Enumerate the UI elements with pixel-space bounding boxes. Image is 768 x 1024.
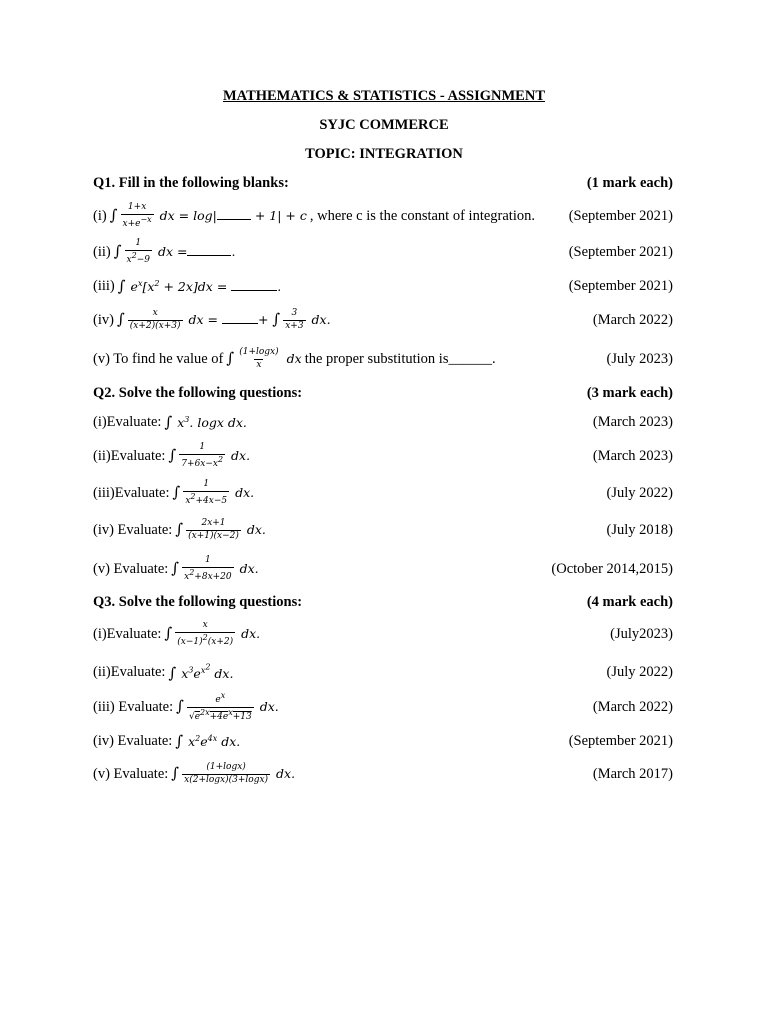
q1-heading-row xyxy=(93,168,673,198)
q1-item-2 xyxy=(93,237,673,267)
q2-item-3-formula: ∫ $\frac{1}{x^2+4x-5}$ dx. xyxy=(172,478,255,506)
q1-item-1-source: (September 2021) xyxy=(568,207,673,224)
q2-item-3 xyxy=(93,478,673,508)
q3-item-2-formula: ∫ $x^3e^{x^2}$ dx. xyxy=(168,662,234,682)
q2-item-5-label: (v) Evaluate: xyxy=(93,560,169,577)
q2-heading-row xyxy=(93,378,673,408)
q3-item-5 xyxy=(93,759,673,789)
q3-item-4 xyxy=(93,726,673,756)
q3-item-2 xyxy=(93,657,673,687)
q1-item-4-label: (iv) xyxy=(93,311,114,328)
q2-item-5-formula: ∫ $\frac{1}{x^2+8x+20}$ dx. xyxy=(171,554,259,582)
q1-item-4 xyxy=(93,305,673,335)
q2-item-4-source: (July 2018) xyxy=(606,521,673,538)
q3-item-2-source: (July 2022) xyxy=(606,663,673,680)
q1-item-5-source: (July 2023) xyxy=(606,350,673,367)
q3-item-4-source: (September 2021) xyxy=(568,732,673,749)
q3-item-3-label: (iii) Evaluate: xyxy=(93,698,174,715)
topic-line: TOPIC: INTEGRATION xyxy=(305,146,463,162)
q3-heading-row xyxy=(93,587,673,617)
q3-item-3-source: (March 2022) xyxy=(592,698,673,715)
q1-item-3-formula: ∫ $e^x[x^2 + 2x]dx$ = . xyxy=(117,277,282,295)
q3-item-3-formula: ∫ $\frac{e^x}{√e^{2x}+4e^x+13}$ dx. xyxy=(176,690,279,722)
class-line: SYJC COMMERCE xyxy=(319,117,449,133)
q2-heading: Q2. Solve the following questions: xyxy=(93,384,303,401)
q2-item-5 xyxy=(93,554,673,584)
q3-marks: (4 mark each) xyxy=(586,593,673,610)
q1-item-1-label: (i) xyxy=(93,207,107,224)
q1-item-5-formula: ∫ $\frac{(1+\log x)}{x}$ dx xyxy=(226,346,302,370)
q3-item-5-formula: ∫ $\frac{(1+\log x)}{x(2+\log x)(3+\log x)}$ dx. xyxy=(171,761,296,785)
q2-item-4 xyxy=(93,515,673,545)
q3-heading: Q3. Solve the following questions: xyxy=(93,593,303,610)
q3-item-1 xyxy=(93,619,673,649)
q2-marks: (3 mark each) xyxy=(586,384,673,401)
q1-item-3-label: (iii) xyxy=(93,277,115,294)
q1-item-1-note: , where c is the constant of integration. xyxy=(309,207,535,224)
q2-item-4-label: (iv) Evaluate: xyxy=(93,521,173,538)
q2-item-1-label: (i)Evaluate: xyxy=(93,413,162,430)
q1-item-3-source: (September 2021) xyxy=(568,277,673,294)
q1-marks: (1 mark each) xyxy=(586,174,673,191)
q3-item-1-label: (i)Evaluate: xyxy=(93,625,162,642)
q3-item-4-label: (iv) Evaluate: xyxy=(93,732,173,749)
q2-item-4-formula: ∫ $\frac{2x+1}{(x+1)(x-2)}$ dx. xyxy=(175,517,266,541)
q2-item-1 xyxy=(93,407,673,437)
q1-item-4-formula: ∫ $\frac{x}{(x+2)(x+3)}$ dx = + ∫ $\frac{3}{x+3}$ dx. xyxy=(116,307,331,331)
q3-item-1-formula: ∫ $\frac{x}{(x-1)^2(x+2)}$ dx. xyxy=(164,619,261,647)
q2-item-2-label: (ii)Evaluate: xyxy=(93,447,166,464)
q1-item-5-label: (v) To find he value of xyxy=(93,350,224,367)
q2-item-1-formula: ∫ $x^3$. logx dx. xyxy=(164,413,247,431)
q3-item-2-label: (ii)Evaluate: xyxy=(93,663,166,680)
q1-item-5-note: the proper substitution is______. xyxy=(304,350,496,367)
q1-item-1 xyxy=(93,201,673,231)
q1-item-4-source: (March 2022) xyxy=(592,311,673,328)
q1-item-1-formula: ∫ $\frac{1+x}{x+e^{-x}}$ dx = log| + 1| + c xyxy=(109,201,307,229)
q1-item-2-label: (ii) xyxy=(93,243,111,260)
document-title: MATHEMATICS & STATISTICS - ASSIGNMENT xyxy=(222,88,546,104)
q1-item-5 xyxy=(93,344,673,374)
q2-item-1-source: (March 2023) xyxy=(592,413,673,430)
q1-item-2-source: (September 2021) xyxy=(568,243,673,260)
q2-item-3-source: (July 2022) xyxy=(606,484,673,501)
q1-item-2-formula: ∫ $\frac{1}{x^2-9}$ dx = . xyxy=(113,237,236,265)
q2-item-2 xyxy=(93,441,673,471)
q3-item-5-label: (v) Evaluate: xyxy=(93,765,169,782)
q1-item-3 xyxy=(93,271,673,301)
q2-item-5-source: (October 2014,2015) xyxy=(551,560,673,577)
q2-item-2-source: (March 2023) xyxy=(592,447,673,464)
q3-item-1-source: (July2023) xyxy=(610,625,673,642)
q1-heading: Q1. Fill in the following blanks: xyxy=(93,174,289,191)
q3-item-3 xyxy=(93,692,673,722)
q3-item-4-formula: ∫ $x^2e^{4x}$ dx. xyxy=(175,732,241,750)
q3-item-5-source: (March 2017) xyxy=(592,765,673,782)
q2-item-3-label: (iii)Evaluate: xyxy=(93,484,170,501)
q2-item-2-formula: ∫ $\frac{1}{7+6x-x^2}$ dx. xyxy=(168,441,251,469)
